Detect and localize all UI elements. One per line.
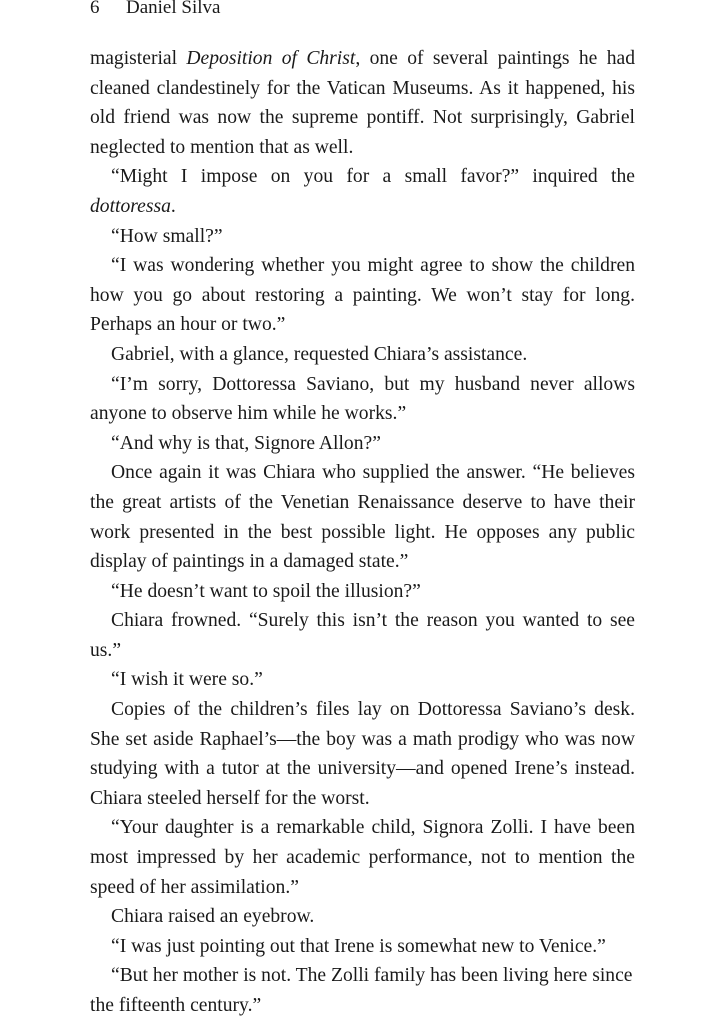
paragraph-5: Gabriel, with a glance, requested Chiara’s assistance. (111, 343, 528, 365)
paragraph-2: “Might I impose on you for a small favor?” inquired the dottoressa. (90, 166, 635, 217)
paragraph-16: “But her mother is not. The Zolli family has been living here since the fifteenth century.” (90, 965, 633, 1016)
paragraph-11: “I wish it were so.” (111, 669, 263, 691)
paragraph-8: Once again it was Chiara who supplied the answer. “He believes the great artists of the Venetian Renaissance deserve to have their work presented in the best possible light. He opposes any public display of paintings in a damaged state.” (90, 462, 635, 573)
body-text (90, 44, 635, 1021)
paragraph-13: “Your daughter is a remarkable child, Signora Zolli. I have been most impressed by her academic performance, not to mention the speed of her assimilation.” (90, 817, 635, 898)
page-number: 6 (90, 0, 100, 18)
paragraph-3: “How small?” (111, 225, 223, 247)
paragraph-6: “I’m sorry, Dottoressa Saviano, but my husband never allows anyone to observe him while he works.” (90, 373, 635, 425)
paragraph-15: “I was just pointing out that Irene is somewhat new to Venice.” (111, 935, 606, 957)
paragraph-4: “I was wondering whether you might agree to show the children how you go about restoring a painting. We won’t stay for long. Perhaps an hour or two.” (90, 255, 635, 336)
paragraph-1: magisterial Deposition of Christ, one of several paintings he had cleaned clandestinely for the Vatican Museums. As it happened, his old friend was now the supreme pontiff. Not surprisingly, Gabriel neglected to mention that as well. (90, 48, 635, 158)
paragraph-7: “And why is that, Signore Allon?” (111, 432, 381, 454)
paragraph-9: “He doesn’t want to spoil the illusion?” (111, 580, 421, 602)
running-head (90, 0, 220, 20)
paragraph-14: Chiara raised an eyebrow. (111, 906, 315, 928)
paragraph-10: Chiara frowned. “Surely this isn’t the reason you wanted to see us.” (90, 610, 635, 661)
paragraph-12: Copies of the children’s files lay on Dottoressa Saviano’s desk. She set aside Raphael’s—the boy was a math prodigy who was now studying with a tutor at the university—and opened Irene’s instead. Chiara steeled herself for the worst. (90, 699, 635, 809)
running-head-author: Daniel Silva (126, 0, 221, 18)
